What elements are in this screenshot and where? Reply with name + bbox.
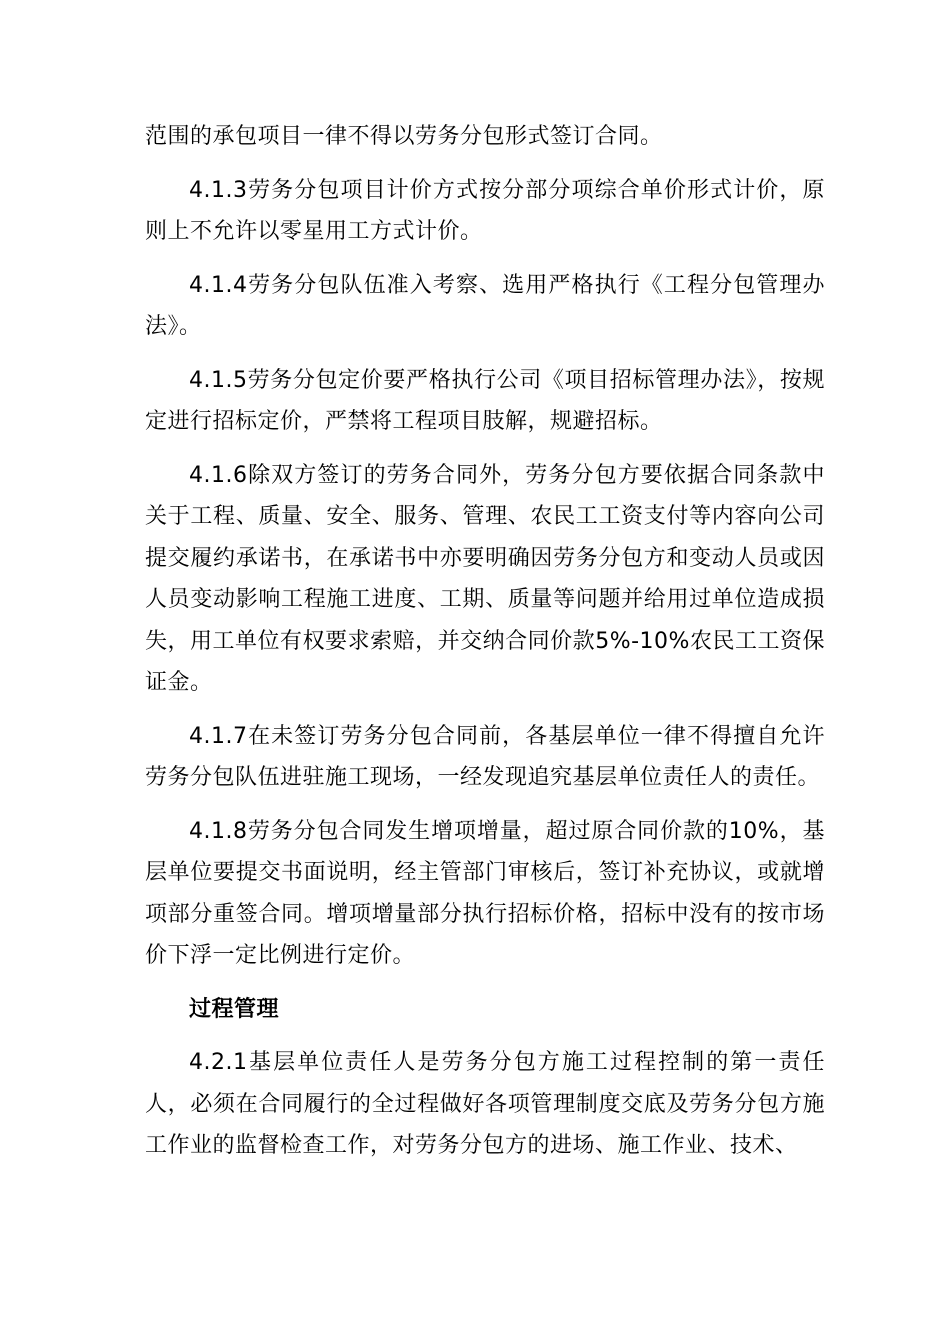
paragraph-continuation: 范围的承包项目一律不得以劳务分包形式签订合同。 (145, 124, 663, 149)
paragraph-4-2-1: 4.2.1基层单位责任人是劳务分包方施工过程控制的第一责任人，必须在合同履行的全过程做好各项管理制度交底及劳务分包方施工作业的监督检查工作，对劳务分包方的进场、施工作业、技术、 (145, 1050, 825, 1158)
paragraph-4-1-8: 4.1.8劳务分包合同发生增项增量，超过原合同价款的10%，基层单位要提交书面说明，经主管部门审核后，签订补充协议，或就增项部分重签合同。增项增量部分执行招标价格，招标中没有的按市场价下浮一定比例进行定价。 (145, 818, 825, 968)
paragraph-4-1-7: 4.1.7在未签订劳务分包合同前，各基层单位一律不得擅自允许劳务分包队伍进驻施工现场，一经发现追究基层单位责任人的责任。 (145, 723, 825, 790)
paragraph-4-1-6: 4.1.6除双方签订的劳务合同外，劳务分包方要依据合同条款中关于工程、质量、安全、服务、管理、农民工工资支付等内容向公司提交履约承诺书，在承诺书中亦要明确因劳务分包方和变动人员或因人员变动影响工程施工进度、工期、质量等问题并给用过单位造成损失，用工单位有权要求索赔，并交纳合同价款5%-10%农民工工资保证金。 (145, 462, 825, 695)
paragraph-4-1-3: 4.1.3劳务分包项目计价方式按分部分项综合单价形式计价，原则上不允许以零星用工方式计价。 (145, 177, 825, 244)
document-page (145, 116, 825, 1167)
paragraph-4-1-5: 4.1.5劳务分包定价要严格执行公司《项目招标管理办法》，按规定进行招标定价，严禁将工程项目肢解，规避招标。 (145, 367, 825, 434)
section-heading: 过程管理 (189, 996, 280, 1022)
paragraph-4-1-4: 4.1.4劳务分包队伍准入考察、选用严格执行《工程分包管理办法》。 (145, 272, 825, 339)
